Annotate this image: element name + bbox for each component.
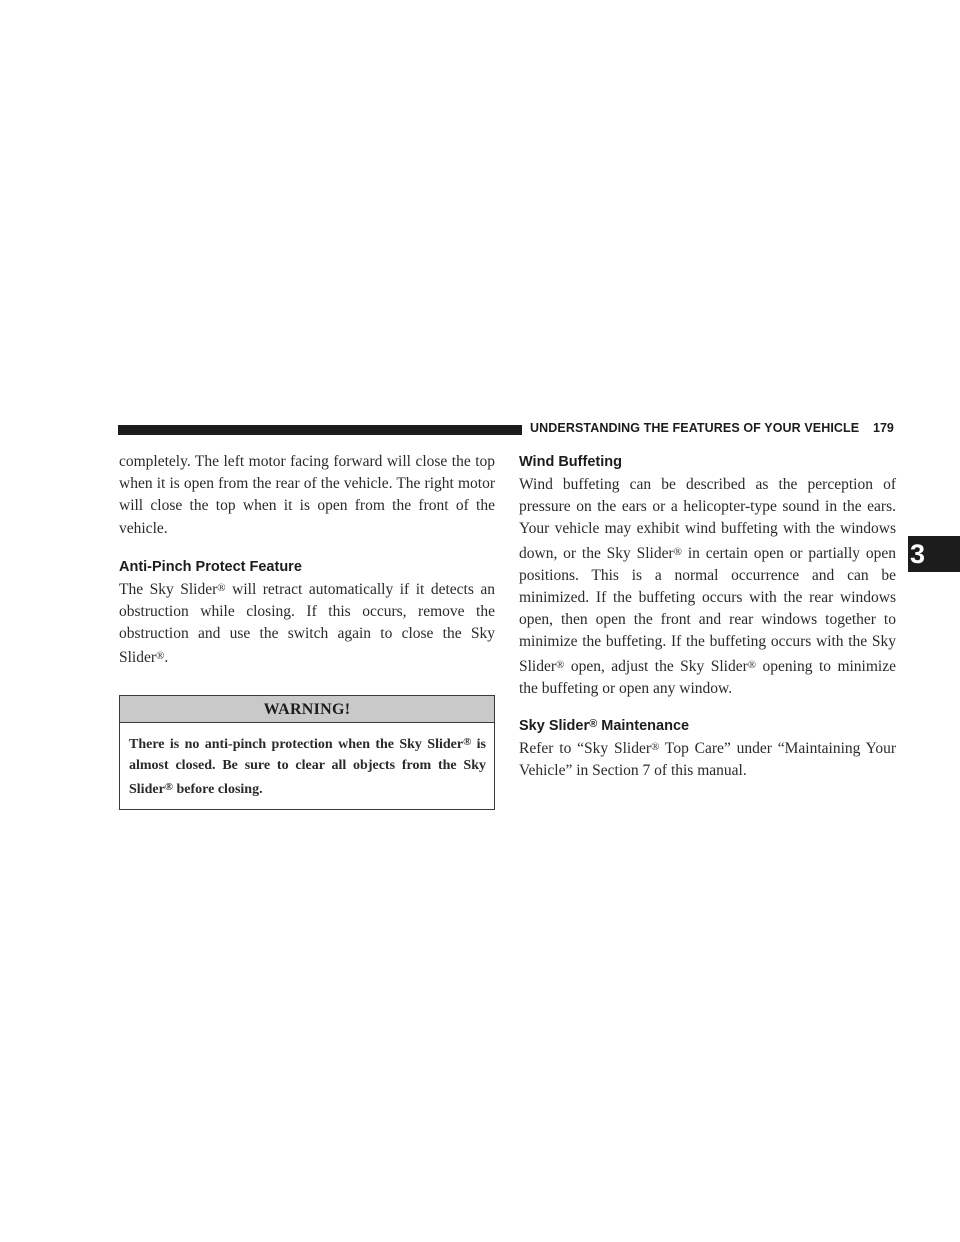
registered-mark: ® [589, 718, 598, 731]
right-column [519, 451, 896, 782]
left-column [119, 451, 495, 810]
intro-paragraph: completely. The left motor facing forward will close the top when it is open from the rear of the vehicle. The right motor will close the top when it is open from the front of the vehicle. [119, 453, 495, 537]
wind-buffeting-paragraph: Wind buffeting can be described as the perception of pressure on the ears or a helicopter-type sound in the ears. Your vehicle may exhibit wind buffeting with the windows down, or the Sky Slider® in certain open or partially open positions. This is a normal occurrence and can be minimized. If the buffeting occurs with the rear windows open, then open the front and rear windows together to minimize the buffeting. If the buffeting occurs with the Sky Slider® open, adjust the Sky Slider® opening to minimize the buffeting or open any window. [519, 476, 896, 697]
registered-mark: ® [156, 650, 165, 663]
maintenance-heading: Sky Slider® Maintenance [519, 718, 690, 735]
registered-mark: ® [463, 735, 472, 748]
registered-mark: ® [651, 741, 660, 754]
registered-mark: ® [747, 658, 757, 671]
page-number: 179 [873, 421, 894, 435]
registered-mark: ® [217, 581, 226, 594]
warning-title: WARNING! [120, 696, 494, 723]
warning-text: There is no anti-pinch protection when the Sky Slider® is almost closed. Be sure to clear all objects from the Sky Slider® before closing. [129, 735, 486, 798]
anti-pinch-paragraph: The Sky Slider® will retract automatically if it detects an obstruction while closing. If this occurs, remove the obstruction and use the switch again to close the Sky Slider®. [119, 580, 495, 667]
anti-pinch-heading: Anti-Pinch Protect Feature [119, 558, 302, 575]
header-rule [118, 425, 522, 435]
section-tab: 3 [908, 536, 960, 572]
registered-mark: ® [164, 781, 173, 794]
registered-mark: ® [556, 658, 565, 671]
warning-box [119, 695, 495, 810]
wind-buffeting-heading: Wind Buffeting [519, 454, 622, 470]
registered-mark: ® [673, 545, 682, 558]
running-header-title: UNDERSTANDING THE FEATURES OF YOUR VEHICLE [530, 421, 860, 435]
maintenance-paragraph: Refer to “Sky Slider® Top Care” under “Maintaining Your Vehicle” in Section 7 of this manual. [519, 740, 896, 780]
